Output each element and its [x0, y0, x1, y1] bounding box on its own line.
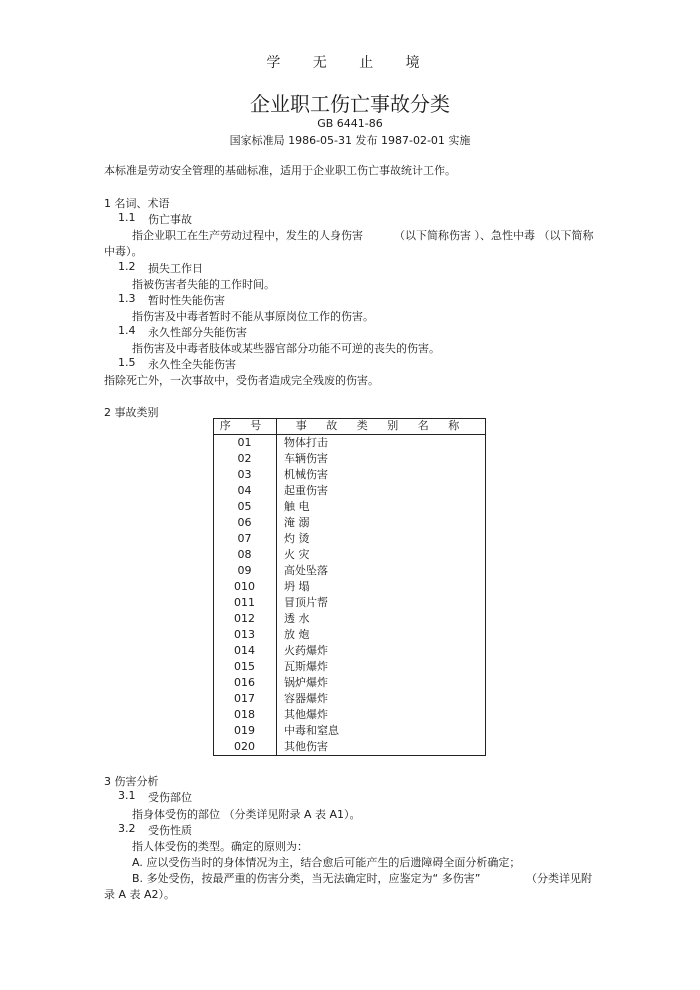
table-row: [213, 563, 486, 579]
row-number: 02: [213, 451, 277, 467]
row-number: 018: [213, 707, 277, 723]
section-2-heading: 2 事故类别: [104, 406, 159, 419]
item-1-4-body: 指伤害及中毒者肢体或某些器官部分功能不可逆的丧失的伤害。: [132, 342, 440, 355]
column-header-number: 序 号: [213, 418, 277, 435]
table-row: [213, 515, 486, 531]
item-1-5-title: 永久性全失能伤害: [148, 358, 236, 371]
table-row: [213, 435, 486, 452]
item-1-3-num: 1.3: [118, 292, 136, 305]
row-category: 淹 溺: [284, 516, 310, 529]
row-category: 中毒和窒息: [284, 724, 339, 737]
column-header-category: 事 故 类 别 名 称: [277, 418, 487, 435]
table-row: [213, 675, 486, 691]
table-row: [213, 499, 486, 515]
row-category: 触 电: [284, 500, 310, 513]
item-1-5-body: 指除死亡外，一次事故中，受伤者造成完全残废的伤害。: [104, 374, 379, 387]
item-3-1-body: 指身体受伤的部位 （分类详见附录 A 表 A1）。: [132, 808, 361, 821]
section-3-heading: 3 伤害分析: [104, 775, 159, 788]
intro-paragraph: 本标准是劳动安全管理的基础标准，适用于企业职工伤亡事故统计工作。: [104, 164, 456, 177]
row-number: 06: [213, 515, 277, 531]
row-number: 09: [213, 563, 277, 579]
row-number: 03: [213, 467, 277, 483]
table-row: [213, 739, 486, 755]
row-number: 07: [213, 531, 277, 547]
accident-category-table: [213, 418, 486, 755]
row-category: 瓦斯爆炸: [284, 660, 328, 673]
item-1-4-title: 永久性部分失能伤害: [148, 326, 247, 339]
section-1-heading: 1 名词、术语: [104, 197, 170, 210]
item-1-1-title: 伤亡事故: [148, 213, 192, 226]
item-1-1-body-part3: 中毒）。: [104, 245, 143, 258]
row-category: 其他伤害: [284, 740, 328, 753]
row-number: 019: [213, 723, 277, 739]
table-row: [213, 579, 486, 595]
item-1-3-title: 暂时性失能伤害: [148, 294, 225, 307]
table-row: [213, 531, 486, 547]
item-1-2-num: 1.2: [118, 260, 136, 273]
row-number: 016: [213, 675, 277, 691]
row-category: 容器爆炸: [284, 692, 328, 705]
row-category: 起重伤害: [284, 484, 328, 497]
table-row: [213, 451, 486, 467]
table-row: [213, 707, 486, 723]
item-1-1-num: 1.1: [118, 211, 136, 224]
row-number: 014: [213, 643, 277, 659]
row-number: 08: [213, 547, 277, 563]
row-number: 020: [213, 739, 277, 755]
row-number: 012: [213, 611, 277, 627]
row-category: 透 水: [284, 612, 310, 625]
item-3-1-title: 受伤部位: [148, 791, 192, 804]
row-number: 01: [213, 435, 277, 452]
row-number: 017: [213, 691, 277, 707]
row-number: 010: [213, 579, 277, 595]
row-category: 其他爆炸: [284, 708, 328, 721]
row-category: 灼 烫: [284, 532, 310, 545]
table-row: [213, 643, 486, 659]
row-category: 冒顶片帮: [284, 596, 328, 609]
table-header-row: [213, 418, 486, 435]
item-1-4-num: 1.4: [118, 324, 136, 337]
item-3-2-rule-b-part3: 录 A 表 A2）。: [104, 888, 176, 901]
row-number: 05: [213, 499, 277, 515]
row-category: 机械伤害: [284, 468, 328, 481]
item-1-1-body-part2: （以下简称伤害 ）、急性中毒 （以下简称: [394, 229, 594, 242]
item-1-2-title: 损失工作日: [148, 262, 203, 275]
row-number: 04: [213, 483, 277, 499]
row-category: 火药爆炸: [284, 644, 328, 657]
row-category: 车辆伤害: [284, 452, 328, 465]
row-number: 013: [213, 627, 277, 643]
item-1-1-body-part1: 指企业职工在生产劳动过程中，发生的人身伤害: [132, 229, 363, 242]
table-row: [213, 723, 486, 739]
item-3-1-num: 3.1: [118, 789, 136, 802]
row-category: 高处坠落: [284, 564, 328, 577]
item-3-2-rule-b-part1: B. 多处受伤，按最严重的伤害分类，当无法确定时，应鉴定为“ 多伤害”: [132, 872, 481, 885]
table-row: [213, 483, 486, 499]
standard-number: GB 6441-86: [317, 117, 383, 130]
table-row: [213, 547, 486, 563]
row-number: 015: [213, 659, 277, 675]
item-3-2-rule-a: A. 应以受伤当时的身体情况为主，结合愈后可能产生的后遗障碍全面分析确定；: [132, 856, 521, 869]
table-row: [213, 659, 486, 675]
page-title: 企业职工伤亡事故分类: [250, 92, 450, 116]
item-3-2-title: 受伤性质: [148, 824, 192, 837]
row-category: 放 炮: [284, 628, 310, 641]
table-row: [213, 627, 486, 643]
top-motto: 学 无 止 境: [266, 55, 434, 71]
table-row: [213, 595, 486, 611]
row-category: 物体打击: [284, 436, 328, 449]
row-category: 锅炉爆炸: [284, 676, 328, 689]
row-category: 火 灾: [284, 548, 310, 561]
table-row: [213, 611, 486, 627]
item-1-5-num: 1.5: [118, 356, 136, 369]
table-row: [213, 691, 486, 707]
item-3-2-body: 指人体受伤的类型。确定的原则为：: [132, 840, 308, 853]
item-3-2-num: 3.2: [118, 822, 136, 835]
issue-info: 国家标准局 1986-05-31 发布 1987-02-01 实施: [229, 134, 471, 147]
item-1-3-body: 指伤害及中毒者暂时不能从事原岗位工作的伤害。: [132, 310, 374, 323]
item-1-2-body: 指被伤害者失能的工作时间。: [132, 278, 275, 291]
row-category: 坍 塌: [284, 580, 310, 593]
item-3-2-rule-b-part2: （分类详见附: [526, 872, 592, 885]
row-number: 011: [213, 595, 277, 611]
table-row: [213, 467, 486, 483]
